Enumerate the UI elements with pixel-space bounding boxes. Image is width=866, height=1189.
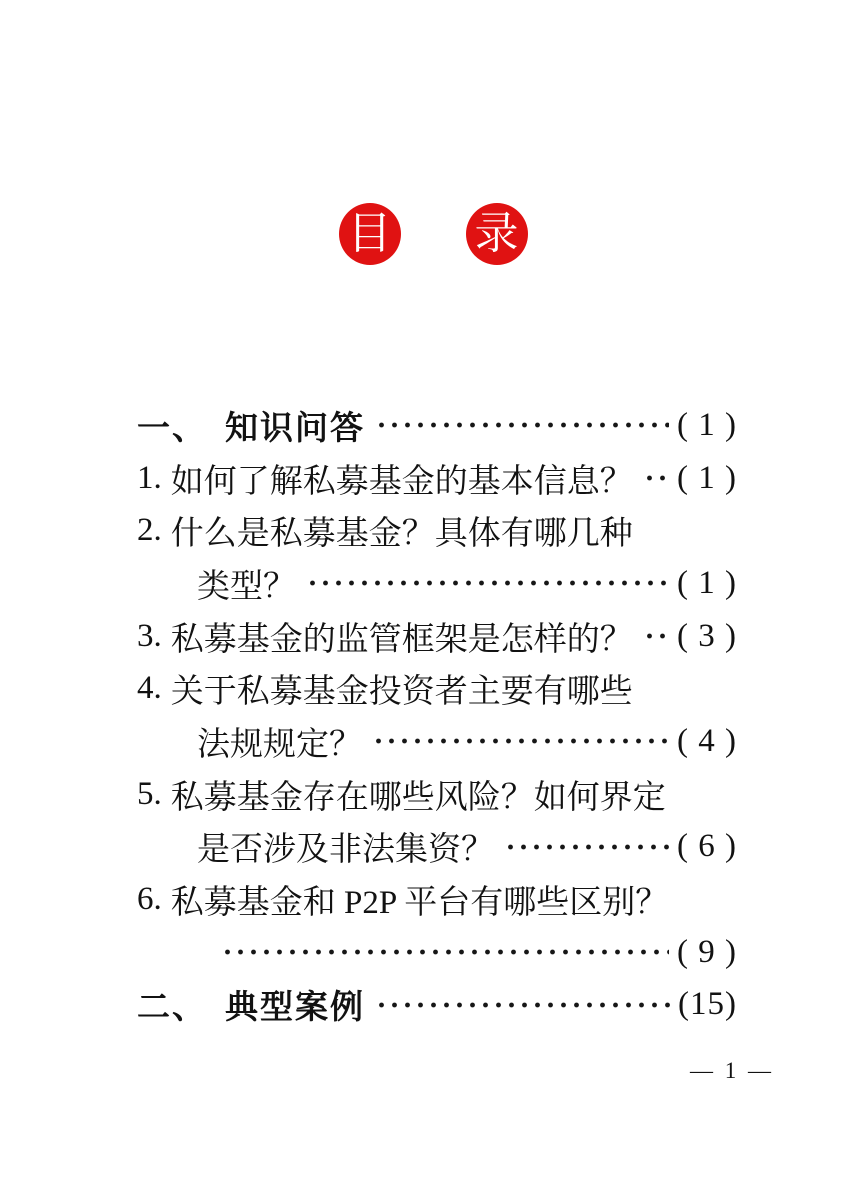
toc-continuation-row: [137, 821, 737, 874]
toc-page-number: ( 6 ): [677, 828, 737, 865]
section-title: 典型案例: [225, 988, 365, 1026]
item-text: 如何了解私募基金的基本信息？: [170, 463, 633, 500]
toc-item-row: [137, 504, 737, 557]
dot-leader: [306, 572, 669, 594]
item-number: 4.: [137, 670, 162, 707]
dot-leader: [375, 414, 669, 436]
title-char: 目: [347, 209, 392, 258]
toc-continuation-row: [137, 557, 737, 610]
title-char: 录: [474, 209, 519, 258]
toc-page-number: ( 3 ): [677, 617, 737, 654]
item-text: 关于私募基金投资者主要有哪些: [170, 674, 633, 711]
toc-page-number: ( 1 ): [677, 564, 737, 601]
dot-leader: [375, 994, 670, 1016]
toc-item-row: [137, 452, 737, 505]
toc-page-number: ( 1 ): [677, 459, 737, 496]
item-text: 法规规定？: [197, 726, 362, 763]
toc-page-number: ( 4 ): [677, 722, 737, 759]
item-text: 什么是私募基金？具体有哪几种: [170, 516, 633, 553]
item-number: 3.: [137, 617, 162, 654]
section-label: 一、: [137, 408, 207, 446]
item-number: 2.: [137, 512, 162, 549]
toc-section-row: [137, 979, 737, 1032]
section-label: 二、: [137, 988, 207, 1026]
item-text: 私募基金的监管框架是怎样的？: [170, 621, 633, 658]
section-title: 知识问答: [225, 408, 365, 446]
toc-page-number: ( 1 ): [677, 406, 737, 443]
toc-page-number: ( 9 ): [677, 933, 737, 970]
title-badge-circle: [339, 203, 401, 265]
title-badge-circle: [466, 203, 528, 265]
item-number: 5.: [137, 775, 162, 812]
item-number: 6.: [137, 881, 162, 918]
dot-leader: [504, 836, 669, 858]
toc-item-row: [137, 610, 737, 663]
item-text: 私募基金存在哪些风险？如何界定: [170, 779, 666, 816]
toc-item-row: [137, 873, 737, 926]
dot-leader: [643, 467, 669, 489]
toc-item-row: [137, 768, 737, 821]
page-title: [0, 203, 866, 265]
toc-continuation-row: [137, 715, 737, 768]
toc-item-row: [137, 662, 737, 715]
dot-leader: [372, 730, 669, 752]
page-number-footer: — 1 —: [690, 1058, 774, 1083]
toc-continuation-row: [137, 926, 737, 979]
dot-leader: [643, 625, 669, 647]
table-of-contents: [137, 399, 737, 1031]
toc-page-number: (15): [678, 986, 737, 1023]
item-text: 是否涉及非法集资？: [197, 832, 494, 869]
item-number: 1.: [137, 459, 162, 496]
item-text: 类型？: [197, 568, 296, 605]
item-text: 私募基金和 P2P 平台有哪些区别？: [170, 885, 669, 922]
toc-section-row: [137, 399, 737, 452]
dot-leader: [221, 941, 669, 963]
